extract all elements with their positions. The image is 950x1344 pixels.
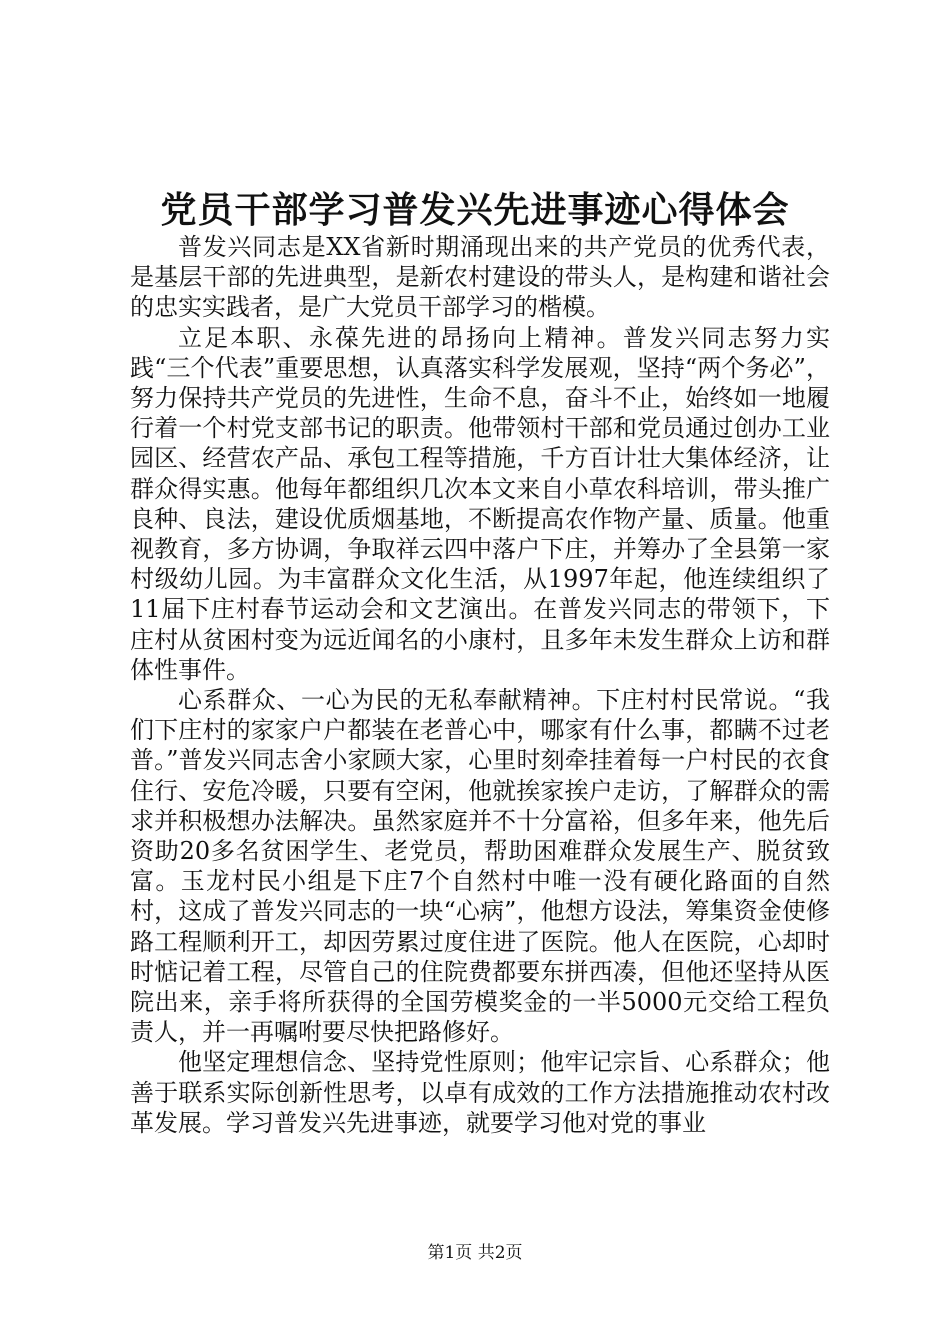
page-number-footer: 第1页 共2页 (427, 1243, 523, 1263)
paragraph-summary: 他坚定理想信念、坚持党性原则；他牢记宗旨、心系群众；他善于联系实际创新性思考，以卓有成效的工作方法措施推动农村改革发展。学习普发兴先进事迹，就要学习他对党的事业 (130, 1048, 830, 1137)
paragraph-intro: 普发兴同志是XX省新时期涌现出来的共产党员的优秀代表，是基层干部的先进典型，是新农村建设的带头人，是构建和谐社会的忠实实践者，是广大党员干部学习的楷模。 (130, 233, 830, 322)
document-title: 党员干部学习普发兴先进事迹心得体会 (160, 189, 790, 231)
paragraph-spirit-of-post: 立足本职、永葆先进的昂扬向上精神。普发兴同志努力实践“三个代表”重要思想，认真落实科学发展观，坚持“两个务必”，努力保持共产党员的先进性，生命不息，奋斗不止，始终如一地履行着一个村党支部书记的职责。他带领村干部和党员通过创办工业园区、经营农产品、承包工程等措施，千方百计壮大集体经济，让群众得实惠。他每年都组织几次本文来自小草农科培训，带头推广良种、良法，建设优质烟基地，不断提高农作物产量、质量。他重视教育，多方协调，争取祥云四中落户下庄，并筹办了全县第一家村级幼儿园。为丰富群众文化生活，从1997年起，他连续组织了11届下庄村春节运动会和文艺演出。在普发兴同志的带领下，下庄村从贫困村变为远近闻名的小康村，且多年未发生群众上访和群体性事件。 (130, 323, 830, 684)
document-body (130, 232, 830, 1138)
paragraph-spirit-of-service: 心系群众、一心为民的无私奉献精神。下庄村村民常说。“我们下庄村的家家户户都装在老普心中，哪家有什么事，都瞒不过老普。”普发兴同志舍小家顾大家，心里时刻牵挂着每一户村民的衣食住行、安危冷暖，只要有空闲，他就挨家挨户走访，了解群众的需求并积极想办法解决。虽然家庭并不十分富裕，但多年来，他先后资助20多名贫困学生、老党员，帮助困难群众发展生产、脱贫致富。玉龙村民小组是下庄7个自然村中唯一没有硬化路面的自然村，这成了普发兴同志的一块“心病”，他想方设法，筹集资金使修路工程顺利开工，却因劳累过度住进了医院。他人在医院，心却时时惦记着工程，尽管自己的住院费都要东拼西凑，但他还坚持从医院出来，亲手将所获得的全国劳模奖金的一半5000元交给工程负责人，并一再嘱咐要尽快把路修好。 (130, 686, 830, 1047)
